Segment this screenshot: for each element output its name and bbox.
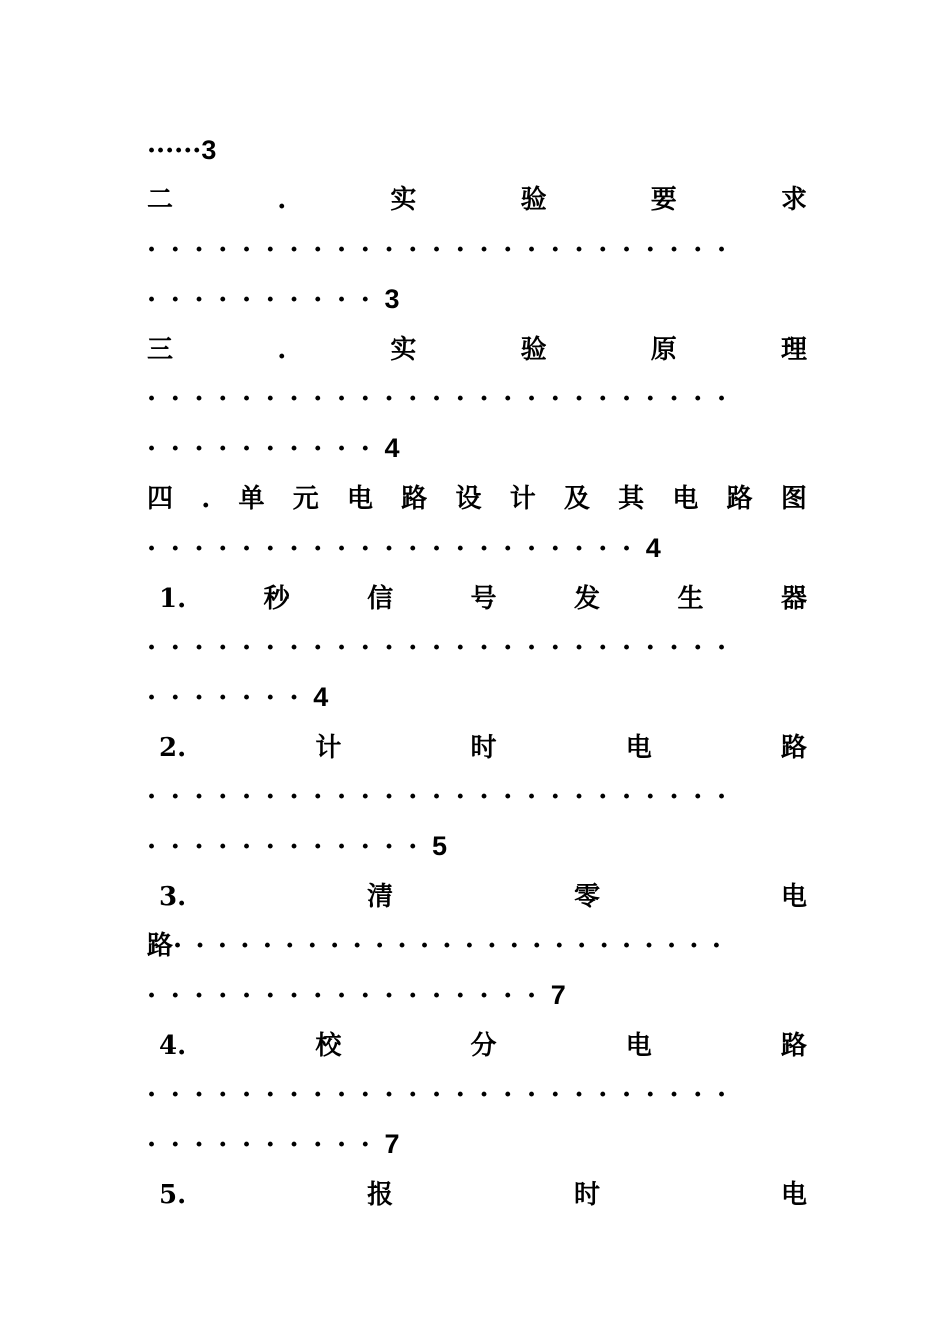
- toc-entry-4-5[interactable]: [147, 1175, 807, 1215]
- page-number: 3: [384, 284, 400, 314]
- leader-dots: ·························: [173, 931, 735, 961]
- toc-entry-4-2-char: 时: [470, 733, 497, 763]
- leader-dots: ············: [147, 832, 433, 862]
- page-number: 3: [201, 135, 217, 165]
- leader-dots: ··········: [147, 285, 385, 315]
- toc-entry-4-char: 其: [618, 484, 645, 514]
- toc-entry-3-char: 三: [147, 335, 174, 365]
- toc-entry-4-char: 电: [346, 484, 373, 514]
- toc-entry-4-5-char: 时: [574, 1180, 601, 1210]
- leader-dots: ·······: [147, 683, 314, 713]
- toc-entry-3-char: 实: [390, 335, 417, 365]
- toc-entry-4-char: 设: [455, 484, 482, 514]
- toc-entry-4-2[interactable]: [147, 728, 807, 768]
- toc-entry-2-tail: [147, 279, 807, 319]
- toc-entry-4-4-char: 4.: [159, 1031, 187, 1061]
- toc-entry-4-char: 路: [726, 484, 753, 514]
- toc-entry-4-char: 计: [509, 484, 536, 514]
- toc-entry-3-char: 验: [520, 335, 547, 365]
- leader-dots: ·························: [147, 633, 741, 663]
- leader-dots: ·························: [147, 235, 741, 265]
- toc-entry-2-char: 验: [520, 185, 547, 215]
- page-number: 7: [384, 1129, 400, 1159]
- toc-entry-4-3-cont: [147, 926, 807, 966]
- page-number: 4: [313, 682, 329, 712]
- page-number: 4: [384, 433, 400, 463]
- toc-entry-4-2-char: 计: [315, 733, 342, 763]
- toc-entry-4-2-char: 路: [780, 733, 807, 763]
- leader-dots: ·················: [147, 981, 551, 1011]
- toc-entry-4-1-char: 秒: [263, 584, 290, 614]
- toc-entry-2-char: .: [277, 185, 287, 215]
- toc-entry-4-3-char: 路: [147, 931, 174, 961]
- page-number: 7: [550, 980, 566, 1010]
- leader-dots: ······: [147, 136, 202, 166]
- toc-entry-4-5-char: 电: [780, 1180, 807, 1210]
- toc-entry-4-4-char: 分: [470, 1031, 497, 1061]
- toc-entry-4-3-char: 零: [574, 882, 601, 912]
- toc-entry-2-char: 实: [390, 185, 417, 215]
- toc-entry-4-1-char: 号: [470, 584, 497, 614]
- toc-entry-4-1-char: 信: [367, 584, 394, 614]
- toc-entry-3[interactable]: [147, 330, 807, 370]
- toc-entry-4-1[interactable]: [147, 579, 807, 619]
- toc-entry-4-4[interactable]: [147, 1026, 807, 1066]
- toc-entry-4-char: 元: [292, 484, 319, 514]
- toc-entry-4[interactable]: [147, 479, 807, 519]
- leader-dots: ·························: [147, 384, 741, 414]
- page-number: 4: [645, 533, 661, 563]
- toc-entry-4-2-char: 电: [625, 733, 652, 763]
- leader-dots: ·························: [147, 782, 741, 812]
- leader-dots: ··········: [147, 434, 385, 464]
- toc-entry-4-3-char: 电: [780, 882, 807, 912]
- toc-entry-3-char: 原: [650, 335, 677, 365]
- toc-entry-4-char: 单: [238, 484, 265, 514]
- toc-entry-4-3-char: 清: [367, 882, 394, 912]
- toc-entry-4-4-tail: [147, 1124, 807, 1164]
- toc-entry-4-5-char: 报: [367, 1180, 394, 1210]
- toc-entry-4-2-tail: [147, 826, 807, 866]
- toc-entry-4-5-char: 5.: [159, 1180, 187, 1210]
- toc-entry-4-tail: [147, 528, 807, 568]
- leader-dots: ·························: [147, 1080, 741, 1110]
- toc-entry-4-char: 路: [401, 484, 428, 514]
- toc-entry-4-1-tail: [147, 677, 807, 717]
- toc-entry-2-char: 要: [650, 185, 677, 215]
- toc-entry-2[interactable]: [147, 180, 807, 220]
- toc-entry-4-char: .: [201, 484, 211, 514]
- toc-entry-4-3-char: 3.: [159, 882, 187, 912]
- toc-entry-4-4-char: 路: [780, 1031, 807, 1061]
- toc-entry-4-1-char: 器: [780, 584, 807, 614]
- leader-dots: ·····················: [147, 534, 646, 564]
- toc-entry-4-char: 及: [563, 484, 590, 514]
- toc-entry-3-char: .: [277, 335, 287, 365]
- toc-entry-2-char: 求: [780, 185, 807, 215]
- toc-entry-4-char: 电: [672, 484, 699, 514]
- toc-entry-3-char: 理: [780, 335, 807, 365]
- toc-entry-4-3[interactable]: [147, 877, 807, 917]
- toc-entry-4-1-char: 发: [574, 584, 601, 614]
- toc-entry-2-char: 二: [147, 185, 174, 215]
- leader-dots: ··········: [147, 1130, 385, 1160]
- page-number: 5: [432, 831, 448, 861]
- toc-entry-4-4-char: 电: [625, 1031, 652, 1061]
- toc-line-1-tail: [147, 130, 807, 170]
- toc-entry-4-char: 图: [780, 484, 807, 514]
- toc-entry-4-1-char: 生: [677, 584, 704, 614]
- toc-entry-4-char: 四: [147, 484, 174, 514]
- toc-entry-4-2-char: 2.: [159, 733, 187, 763]
- toc-entry-3-tail: [147, 428, 807, 468]
- toc-entry-4-1-char: 1.: [159, 584, 187, 614]
- toc-entry-4-3-tail: [147, 975, 807, 1015]
- toc-entry-4-4-char: 校: [315, 1031, 342, 1061]
